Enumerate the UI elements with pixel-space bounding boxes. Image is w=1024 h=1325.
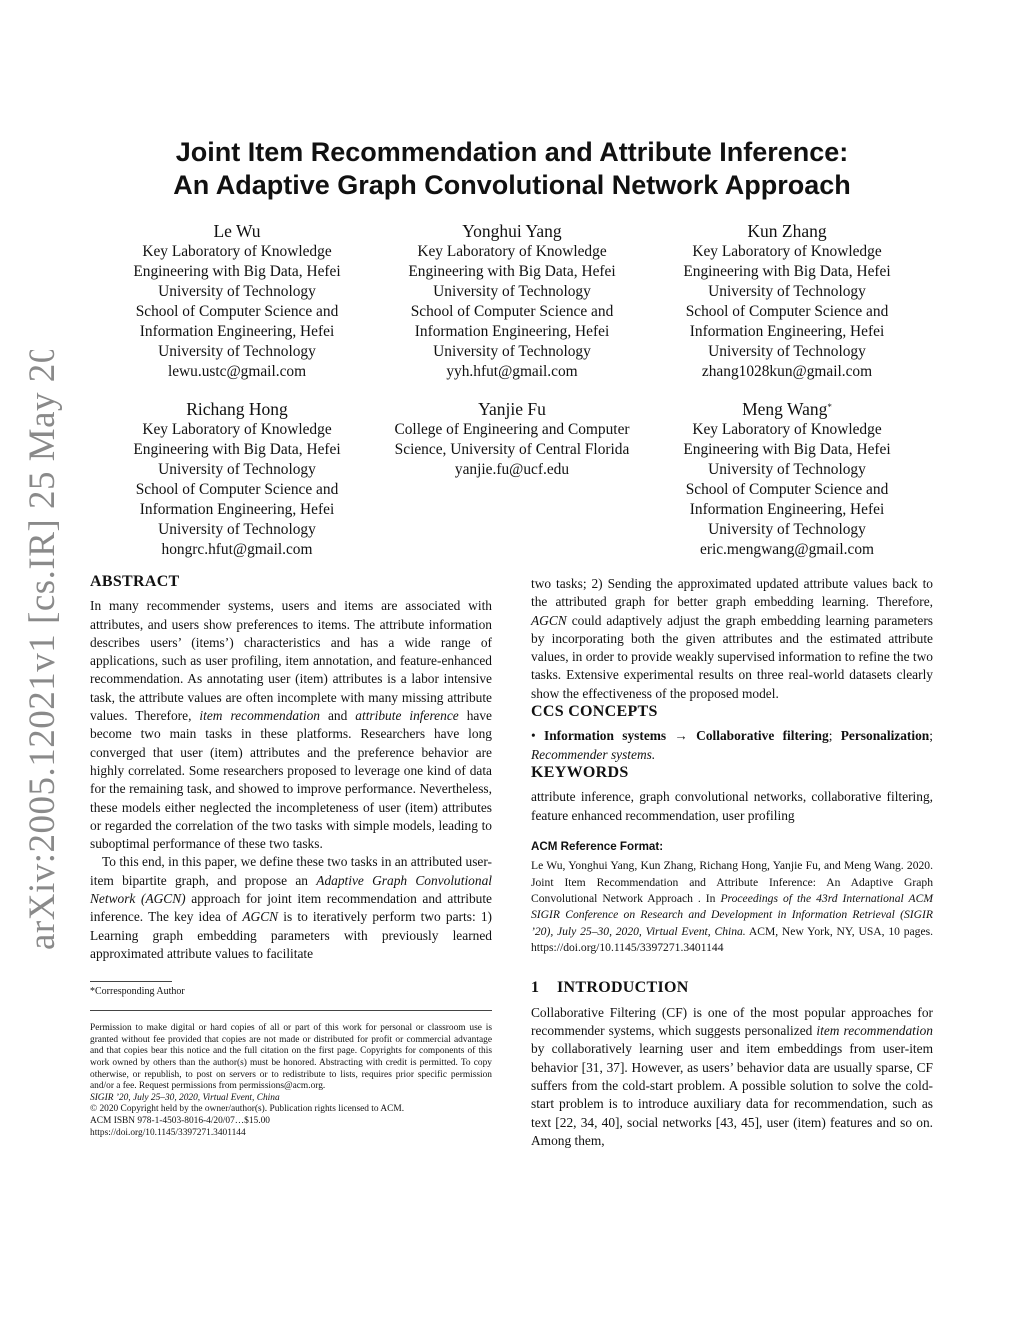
author-affiliation: Key Laboratory of Knowledge Engineering with Big Data, Hefei University of Technology School of Computer Science and Information Engineering, Hefei University of Technology <box>683 243 891 360</box>
isbn-line: ACM ISBN 978-1-4503-8016-4/20/07…$15.00 <box>90 1115 270 1126</box>
arxiv-stamp <box>8 350 68 950</box>
abstract-heading: ABSTRACT <box>90 573 180 590</box>
author-affiliation: Key Laboratory of Knowledge Engineering with Big Data, Hefei University of Technology School of Computer Science and Information Engineering, Hefei University of Technology <box>683 421 891 538</box>
right-column <box>531 575 933 1150</box>
author-affiliation: College of Engineering and Computer Science, University of Central Florida <box>394 421 630 458</box>
doi-line[interactable]: https://doi.org/10.1145/3397271.3401144 <box>90 1127 246 1138</box>
author-name: Yonghui Yang <box>462 221 562 241</box>
acm-reference-body: Le Wu, Yonghui Yang, Kun Zhang, Richang Hong, Yanjie Fu, and Meng Wang. 2020. Joint Item Recommendation and Attribute Inference: An Adaptive Graph Convolutional Network Approach . In Proceedings of the 43rd International ACM SIGIR Conference on Research and Development in Information Retrieval (SIGIR ’20), July 25–30, 2020, Virtual Event, China. ACM, New York, NY, USA, 10 pages. https://doi.org/10.1145/3397271.3401144 <box>531 859 933 955</box>
copyright-line: © 2020 Copyright held by the owner/author(s). Publication rights licensed to ACM. <box>90 1104 405 1115</box>
author-email: hongrc.hfut@gmail.com <box>161 541 313 558</box>
author-block <box>657 398 917 560</box>
keywords-heading: KEYWORDS <box>531 763 629 781</box>
abstract-paragraph-1: In many recommender systems, users and items are associated with attributes, and users show preferences to items. The attribute information describes users’ (items’) characteristics and has a wide range of applications, such as user profiling, item annotation, and feature-enhanced recommendation. As annotating user (item) attributes is a labor intensive task, the attribute values are often incomplete with many missing attribute values. Therefore, item recommendation and attribute inference have become two main tasks in these platforms. Researchers have long converged that user (item) attributes and the preference behavior are highly correlated. Some researchers proposed to leverage one kind of data for the remaining task, and showed to improve performance. Nevertheless, these models either neglected the incompleteness of user (item) attributes or regarded the correlation of the two tasks with simple models, leading to suboptimal performance of these two tasks. <box>90 598 492 852</box>
keywords-text: attribute inference, graph convolutional networks, collaborative filtering, feature enhanced recommendation, user profiling <box>531 789 933 823</box>
author-block <box>657 220 917 382</box>
corresponding-author-footnote: *Corresponding Author <box>90 986 185 998</box>
author-name: Yanjie Fu <box>478 399 546 419</box>
author-affiliation: Key Laboratory of Knowledge Engineering with Big Data, Hefei University of Technology School of Computer Science and Information Engineering, Hefei University of Technology <box>133 243 341 360</box>
author-name: Richang Hong <box>186 399 288 419</box>
paper-title <box>90 136 934 202</box>
corresponding-mark: * <box>827 402 832 412</box>
author-block <box>107 398 367 560</box>
left-column <box>90 573 492 1139</box>
author-email: yyh.hfut@gmail.com <box>446 363 578 380</box>
author-block <box>382 220 642 382</box>
title-line-1: Joint Item Recommendation and Attribute Inference: <box>175 137 849 167</box>
introduction-heading: 1 INTRODUCTION <box>531 978 689 996</box>
footnote-divider <box>90 981 172 982</box>
author-email: zhang1028kun@gmail.com <box>701 363 873 380</box>
author-name: Kun Zhang <box>747 221 827 241</box>
author-affiliation: Key Laboratory of Knowledge Engineering with Big Data, Hefei University of Technology School of Computer Science and Information Engineering, Hefei University of Technology <box>408 243 616 360</box>
acm-reference-heading: ACM Reference Format: <box>531 839 664 853</box>
author-name <box>657 398 917 420</box>
author-email: eric.mengwang@gmail.com <box>699 541 874 558</box>
abstract-continuation: two tasks; 2) Sending the approximated updated attribute values back to the attributed graph for better graph embedding learning. Therefore, AGCN could adaptively adjust the graph embedding learning parameters by incorporating both the given attributes and the estimated attribute values, in order to provide weakly supervised information to refine the two tasks. Extensive experimental results on three real-world datasets clearly show the effectiveness of the proposed model. <box>531 576 933 701</box>
permission-divider <box>90 1010 492 1011</box>
author-name: Le Wu <box>213 221 261 241</box>
abstract-paragraph-2: To this end, in this paper, we define these two tasks in an attributed user-item bipartite graph, and propose an Adaptive Graph Convolutional Network (AGCN) approach for joint item recommendation and attribute inference. The key idea of AGCN is to iteratively perform two parts: 1) Learning graph embedding parameters with previously learned approximated attribute values to facilitate <box>90 854 492 961</box>
title-line-2: An Adaptive Graph Convolutional Network Approach <box>173 170 851 200</box>
author-email: yanjie.fu@ucf.edu <box>454 461 570 478</box>
permission-notice: Permission to make digital or hard copies of all or part of this work for personal or classroom use is granted without fee provided that copies are not made or distributed for profit or commercial advantage and that copies bear this notice and the full citation on the first page. Copyrights for components of this work owned by others than the author(s) must be honored. Abstracting with credit is permitted. To copy otherwise, or republish, to post on servers or to redistribute to lists, requires prior specific permission and/or a fee. Request permissions from permissions@acm.org. <box>90 1023 492 1092</box>
ccs-concepts: • Information systems → Collaborative filtering; Personalization; Recommender systems. <box>531 728 933 762</box>
author-affiliation: Key Laboratory of Knowledge Engineering with Big Data, Hefei University of Technology School of Computer Science and Information Engineering, Hefei University of Technology <box>133 421 341 538</box>
author-block <box>382 398 642 480</box>
ccs-heading: CCS CONCEPTS <box>531 703 658 721</box>
introduction-paragraph: Collaborative Filtering (CF) is one of the most popular approaches for recommender systems, which suggests personalized item recommendation by collaboratively learning user and item embeddings from user-item behavior [31, 37]. However, as users’ behavior data are usually sparse, CF suffers from the cold-start problem. A possible solution to solve the cold-start problem is to introduce auxiliary data for recommendation, such as text [22, 34, 40], social networks [43, 45], user (item) features and so on. Among them, <box>531 1004 933 1148</box>
author-name-text: Meng Wang <box>742 399 828 419</box>
author-block <box>107 220 367 382</box>
venue-line: SIGIR ’20, July 25–30, 2020, Virtual Event, China <box>90 1092 280 1103</box>
arxiv-stamp-text: arXiv:2005.12021v1 [cs.IR] 25 May 2020 <box>22 350 63 950</box>
author-email: lewu.ustc@gmail.com <box>167 363 307 380</box>
